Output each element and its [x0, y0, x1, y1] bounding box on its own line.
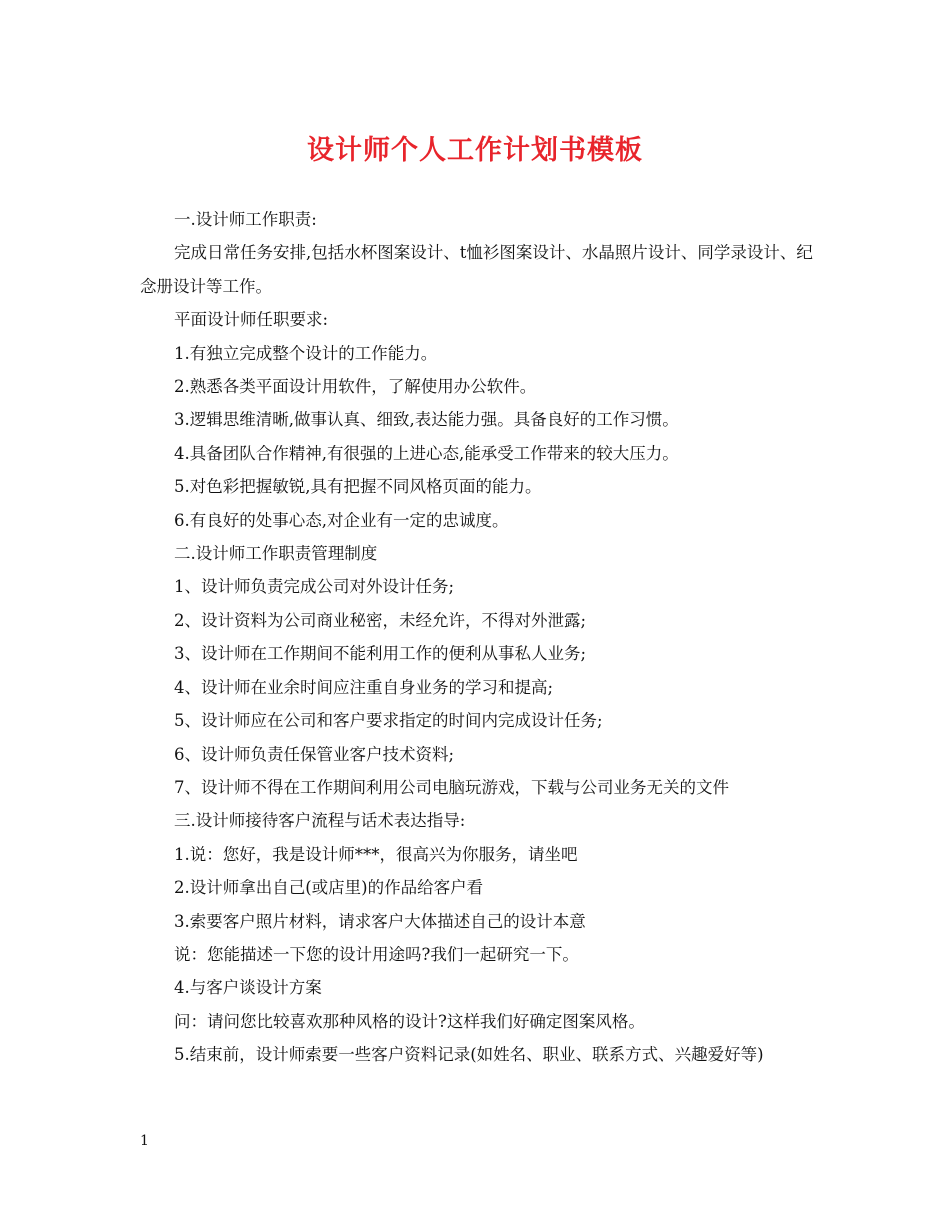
- list-item: 5.对色彩把握敏锐,具有把握不同风格页面的能力。: [174, 477, 542, 497]
- section-heading-1: 一.设计师工作职责:: [174, 210, 317, 229]
- section-heading-2: 二.设计师工作职责管理制度: [174, 544, 378, 564]
- list-item: 6、设计师负责任保管业客户技术资料;: [174, 744, 455, 764]
- document-title: 设计师个人工作计划书模板: [307, 135, 643, 166]
- list-item: 4、设计师在业余时间应注重自身业务的学习和提高;: [174, 677, 554, 697]
- list-item: 5.结束前，设计师索要一些客户资料记录(如姓名、职业、联系方式、兴趣爱好等): [174, 1045, 764, 1065]
- list-item: 1.说：您好，我是设计师***，很高兴为你服务，请坐吧: [174, 844, 578, 864]
- list-item: 1、设计师负责完成公司对外设计任务;: [174, 577, 455, 597]
- list-item: 5、设计师应在公司和客户要求指定的时间内完成设计任务;: [174, 711, 603, 731]
- dialogue-line: 问：请问您比较喜欢那种风格的设计?这样我们好确定图案风格。: [174, 1011, 645, 1031]
- list-item: 2、设计资料为公司商业秘密，未经允许，不得对外泄露;: [174, 610, 587, 630]
- document-body: [140, 203, 820, 1072]
- list-item: 6.有良好的处事心态,对企业有一定的忠诚度。: [174, 510, 509, 530]
- paragraph: 完成日常任务安排,包括水杯图案设计、t恤衫图案设计、水晶照片设计、同学录设计、纪念册设计等工作。: [140, 243, 813, 296]
- subheading: 平面设计师任职要求:: [174, 310, 329, 330]
- list-item: 4.具备团队合作精神,有很强的上进心态,能承受工作带来的较大压力。: [174, 443, 679, 463]
- list-item: 3.逻辑思维清晰,做事认真、细致,表达能力强。具备良好的工作习惯。: [174, 410, 679, 430]
- page-number: 1: [140, 1133, 149, 1149]
- section-heading-3: 三.设计师接待客户流程与话术表达指导:: [174, 811, 466, 831]
- list-item: 3、设计师在工作期间不能利用工作的便利从事私人业务;: [174, 644, 587, 664]
- list-item: 2.熟悉各类平面设计用软件，了解使用办公软件。: [174, 377, 537, 397]
- list-item: 3.索要客户照片材料，请求客户大体描述自己的设计本意: [174, 911, 586, 931]
- list-item: 2.设计师拿出自己(或店里)的作品给客户看: [174, 878, 484, 898]
- list-item: 7、设计师不得在工作期间利用公司电脑玩游戏，下载与公司业务无关的文件: [174, 777, 729, 797]
- list-item: 1.有独立完成整个设计的工作能力。: [174, 343, 438, 363]
- list-item: 4.与客户谈设计方案: [174, 978, 322, 998]
- dialogue-line: 说：您能描述一下您的设计用途吗?我们一起研究一下。: [174, 944, 579, 964]
